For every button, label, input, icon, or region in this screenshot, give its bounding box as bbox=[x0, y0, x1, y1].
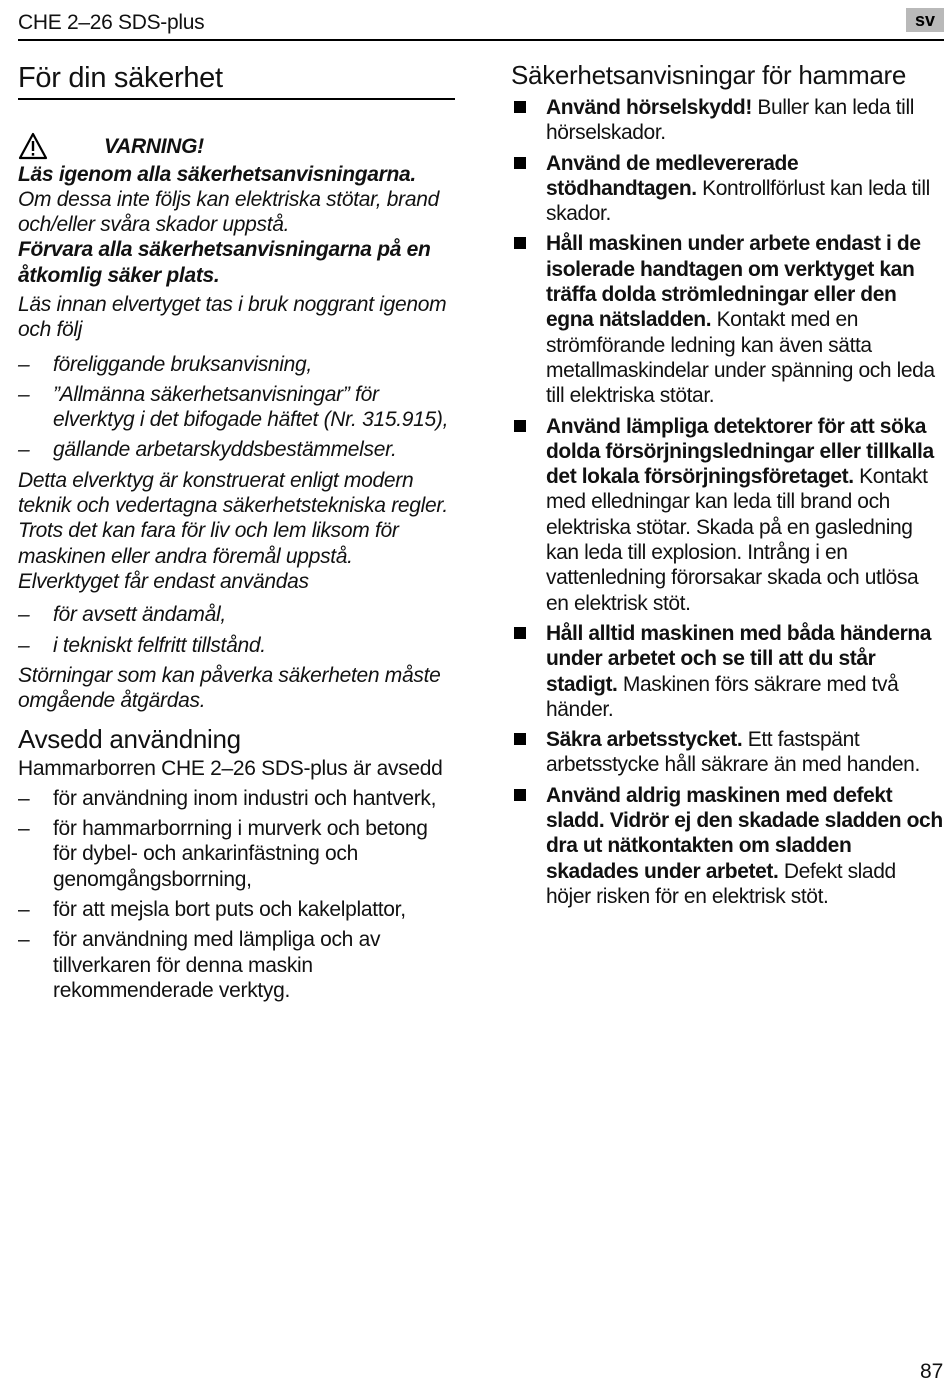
list-item bbox=[511, 783, 944, 909]
use-intro: Elverktyget får endast användas bbox=[18, 569, 309, 593]
header-rule bbox=[18, 39, 944, 41]
item-bold: Använd hörselskydd! bbox=[546, 96, 752, 119]
square-bullet-icon bbox=[514, 101, 526, 113]
disturb-text: Störningar som kan påverka säkerheten måste omgående åtgärdas. bbox=[18, 663, 441, 713]
item-text: Maskinen förs säkrare med två händer. bbox=[546, 672, 899, 721]
square-bullet-icon bbox=[514, 789, 526, 801]
left-column bbox=[18, 58, 455, 1008]
page-number: 87 bbox=[920, 1360, 944, 1383]
item-bold: Säkra arbetsstycket. bbox=[546, 728, 743, 752]
list-item bbox=[511, 727, 944, 778]
warning-label: VARNING! bbox=[104, 134, 204, 158]
item-text: Kontakt med elledningar kan leda till brand och elektriska stötar. Skada på en gasledning kan leda till explosion. Intrång i en vattenledning förorsakar skada och utlösa en elektrisk stöt. bbox=[546, 465, 928, 615]
intro-list bbox=[18, 352, 455, 463]
list-item: – för att mejsla bort puts och kakelplattor, bbox=[18, 897, 455, 922]
right-column bbox=[511, 58, 944, 914]
warning-triangle-icon bbox=[18, 132, 48, 160]
list-item bbox=[511, 151, 944, 227]
hammer-safety-list bbox=[511, 95, 944, 909]
list-item bbox=[511, 231, 944, 408]
list-item bbox=[511, 414, 944, 616]
square-bullet-icon bbox=[514, 237, 526, 249]
intro-text: Läs innan elvertyget tas i bruk noggrant igenom och följ bbox=[18, 292, 447, 342]
section-heading-safety: För din säkerhet bbox=[18, 62, 223, 94]
section-heading-intended-use: Avsedd användning bbox=[18, 724, 241, 755]
language-badge: sv bbox=[906, 8, 944, 32]
intended-list bbox=[18, 786, 455, 1003]
item-bold: Använd de medlevererade stödhandtagen. bbox=[546, 151, 799, 200]
list-item: – föreliggande bruksanvisning, bbox=[18, 352, 455, 377]
list-item: – i tekniskt felfritt tillstånd. bbox=[18, 633, 455, 658]
modern-text: Detta elverktyg är konstruerat enligt modern teknik och vedertagna säkerhetstekniska regler. Trots det kan fara för liv och lem liksom för maskinen eller andra föremål uppstå. bbox=[18, 468, 448, 568]
list-item bbox=[511, 95, 944, 146]
item-text: Defekt sladd höjer risken för en elektrisk stöt. bbox=[546, 859, 896, 908]
square-bullet-icon bbox=[514, 157, 526, 169]
warning-bold-1: Läs igenom alla säkerhetsanvisningarna. bbox=[18, 162, 416, 186]
list-item: – gällande arbetarskyddsbestämmelser. bbox=[18, 437, 455, 462]
list-item: – ”Allmänna säkerhetsanvisningar” för elverktyg i det bifogade häftet (Nr. 315.915), bbox=[18, 382, 455, 433]
item-text: Kontrollförlust kan leda till skador. bbox=[546, 176, 930, 226]
item-text: Kontakt med en strömförande ledning kan även sätta metallmaskindelar under spänning och leda till elektriska stötar. bbox=[546, 308, 935, 408]
item-bold: Använd aldrig maskinen med defekt sladd. Vidrör ej den skadade sladden och dra ut nätkontakten om sladden skadades under arbetet. bbox=[546, 783, 943, 883]
square-bullet-icon bbox=[514, 733, 526, 745]
square-bullet-icon bbox=[514, 420, 526, 432]
square-bullet-icon bbox=[514, 627, 526, 639]
item-text: Ett fastspänt arbetsstycke håll säkrare än med handen. bbox=[546, 728, 920, 777]
header-title: CHE 2–26 SDS-plus bbox=[18, 11, 205, 34]
item-bold: Håll maskinen under arbete endast i de isolerade handtagen om verktyget kan träffa dolda strömledningar eller den egna nätsladden. bbox=[546, 232, 921, 332]
warning-row bbox=[18, 132, 455, 162]
section-heading-hammer-safety: Säkerhetsanvisningar för hammare bbox=[511, 60, 907, 90]
list-item: – för hammarborrning i murverk och betong för dybel- och ankarinfästning och genomgångsborrning, bbox=[18, 816, 455, 892]
list-item: – för användning inom industri och hantverk, bbox=[18, 786, 455, 811]
warning-text-1: Om dessa inte följs kan elektriska stötar, brand och/eller svåra skador uppstå. bbox=[18, 187, 439, 237]
list-item: – för användning med lämpliga och av tillverkaren för denna maskin rekommenderade verktyg. bbox=[18, 927, 455, 1003]
warning-bold-2: Förvara alla säkerhetsanvisningarna på en åtkomlig säker plats. bbox=[18, 238, 431, 287]
list-item: – för avsett ändamål, bbox=[18, 602, 455, 627]
heading-rule bbox=[18, 98, 455, 100]
list-item bbox=[511, 621, 944, 722]
item-text: Buller kan leda till hörselskador. bbox=[546, 96, 914, 145]
item-bold: Håll alltid maskinen med båda händerna under arbetet och se till att du står stadigt. bbox=[546, 621, 932, 696]
item-bold: Använd lämpliga detektorer för att söka dolda försörjningsledningar eller tillkalla det lokala försörjningsföretaget. bbox=[546, 414, 934, 489]
intended-intro: Hammarborren CHE 2–26 SDS-plus är avsedd bbox=[18, 757, 443, 781]
use-list bbox=[18, 602, 455, 658]
